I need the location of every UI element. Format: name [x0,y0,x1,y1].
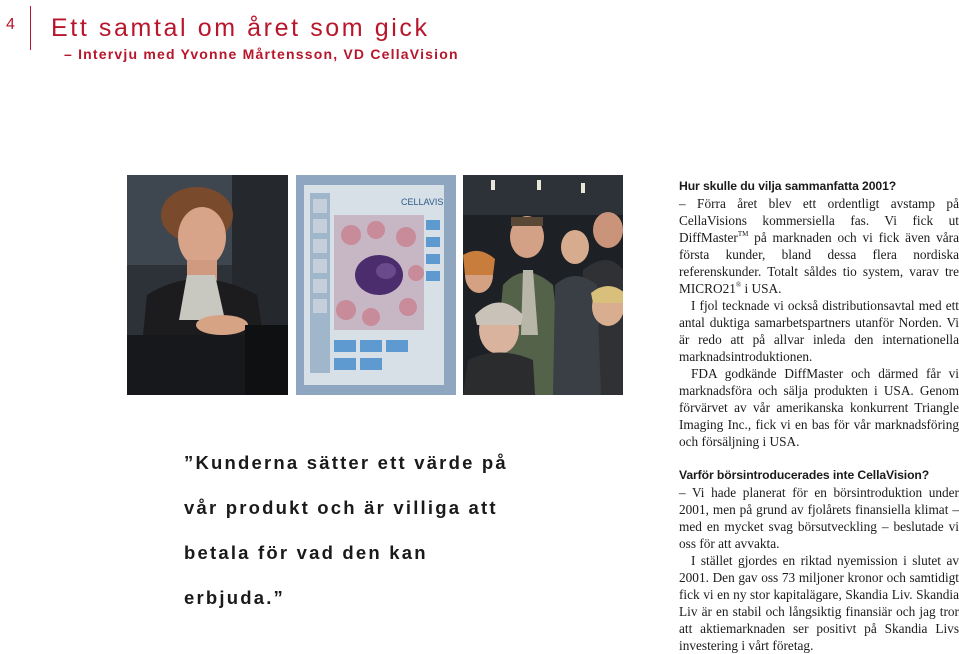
pull-quote-line: betala för vad den kan erbjuda.” [184,542,428,608]
answer-paragraph: I stället gjordes en riktad nyemission i slutet av 2001. Den gav oss 73 miljoner kronor och samtidigt fick vi en ny stor kapitalägare, Skandia Liv. Skandia Liv är en stabil och långsiktig finansiär och jag tror att aktiemarknaden ser positivt på Skandia Livs investering i vårt företag. [679,553,959,653]
page-subtitle: – Intervju med Yvonne Mårtensson, VD CellaVision [64,46,459,62]
pull-quote-line: ”Kunderna sätter ett värde på [184,452,508,473]
question-heading: Hur skulle du vilja sammanfatta 2001? [679,179,897,193]
pull-quote [184,440,514,620]
answer-paragraph: – Förra året blev ett ordentligt avstamp på CellaVisions kommersiella fas. Vi fick ut DiffMaster™ på marknaden och vi fick även våra första kunder, bland dessa flera nordiska referenskunder. Totalt såldes tio system, varav tre MICRO21® i USA. [679,196,959,296]
pull-quote-line: vår produkt och är villiga att [184,497,498,518]
microscope-screen-photo-icon [296,175,456,395]
page-number: 4 [6,16,15,33]
answer-paragraph: FDA godkände DiffMaster och därmed får vi marknadsföra och sälja produkten i USA. Genom förvärvet av vår amerikanska konkurrent Triangle Imaging Inc., fick vi en bas för vår marknadsföring och försäljning i USA. [679,366,959,449]
answer-paragraph: I fjol tecknade vi också distributionsavtal med ett antal duktiga samarbetspartners utanför Norden. Vi är redo att på allvar inleda den internationella marknadsintroduktionen. [679,298,959,364]
header-divider [30,6,31,50]
screen-brand-label: CELLAVIS [401,197,444,207]
group-photo [463,175,623,395]
ceo-photo [127,175,288,395]
page-title: Ett samtal om året som gick [51,14,430,42]
answer-paragraph: – Vi hade planerat för en börsintroduktion under 2001, men på grund av fjolårets finansiella klimat – med en mycket svag börsutveckling – beslutade vi oss för att avvakta. [679,485,959,551]
registered-mark: ® [735,281,742,289]
person-photo-icon [127,175,288,395]
trademark-mark: TM [737,230,749,238]
interview-article [679,178,959,654]
screen-photo [296,175,456,395]
group-photo-icon [463,175,623,395]
question-heading: Varför börsintroducerades inte CellaVision? [679,468,930,482]
